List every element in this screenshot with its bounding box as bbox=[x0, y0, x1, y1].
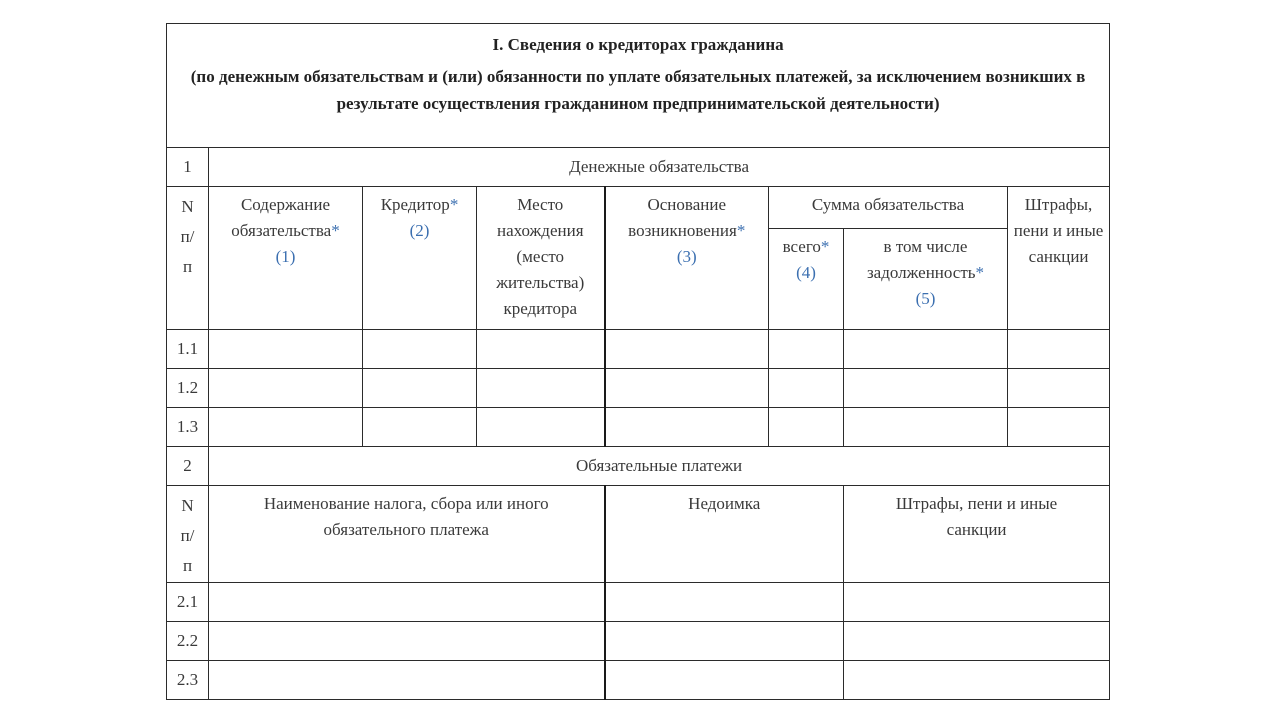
table-row bbox=[167, 661, 1110, 700]
table-row bbox=[167, 369, 1110, 408]
cell bbox=[605, 330, 769, 369]
cell bbox=[769, 369, 844, 408]
sum-header: Сумма обязательства bbox=[769, 187, 1008, 229]
cell bbox=[605, 583, 844, 622]
cell bbox=[844, 583, 1110, 622]
cell bbox=[605, 622, 844, 661]
section1-title: Денежные обязательства bbox=[209, 148, 1110, 187]
cell bbox=[844, 408, 1008, 447]
required-star: * bbox=[449, 195, 459, 214]
required-star: * bbox=[820, 237, 830, 256]
np-p1: п/ bbox=[180, 526, 195, 545]
form-subtitle: (по денежным обязательствам и (или) обязанности по уплате обязательных платежей, за исключением возникших в результате осуществления гражданином предпринимательской деятельности) bbox=[190, 67, 1086, 113]
total-ref: (4) bbox=[796, 263, 816, 282]
cell bbox=[209, 583, 605, 622]
payment-name-header: Наименование налога, сбора или иного обязательного платежа bbox=[209, 486, 605, 583]
cell bbox=[363, 408, 477, 447]
required-star: * bbox=[975, 263, 985, 282]
creditors-form bbox=[166, 23, 1109, 700]
row-number: 2.2 bbox=[167, 622, 209, 661]
arrears-header: Недоимка bbox=[605, 486, 844, 583]
total-header: всего* (4) bbox=[769, 229, 844, 330]
section2-title: Обязательные платежи bbox=[209, 447, 1110, 486]
cell bbox=[844, 369, 1008, 408]
content-header: Содержание обязательства* (1) bbox=[209, 187, 363, 330]
cell bbox=[1008, 330, 1110, 369]
cell bbox=[605, 661, 844, 700]
cell bbox=[363, 330, 477, 369]
fines-header: Штрафы, пени и иные санкции bbox=[1008, 187, 1110, 330]
form-header bbox=[167, 24, 1110, 148]
row-number: 1.2 bbox=[167, 369, 209, 408]
cell bbox=[605, 408, 769, 447]
section2-np-header bbox=[167, 486, 209, 583]
row-number: 1.1 bbox=[167, 330, 209, 369]
row-number: 2.1 bbox=[167, 583, 209, 622]
cell bbox=[477, 408, 605, 447]
cell bbox=[209, 330, 363, 369]
creditor-ref: (2) bbox=[409, 221, 430, 240]
np-n: N bbox=[181, 197, 194, 216]
creditor-header: Кредитор* (2) bbox=[363, 187, 477, 330]
section1-np-header bbox=[167, 187, 209, 330]
cell bbox=[209, 369, 363, 408]
row-number: 1.3 bbox=[167, 408, 209, 447]
cell bbox=[605, 369, 769, 408]
np-n: N bbox=[181, 496, 194, 515]
table-row bbox=[167, 330, 1110, 369]
section2-fines-header: Штрафы, пени и иные санкции bbox=[844, 486, 1110, 583]
table-row bbox=[167, 408, 1110, 447]
cell bbox=[209, 408, 363, 447]
cell bbox=[769, 330, 844, 369]
cell bbox=[209, 661, 605, 700]
np-p2: п bbox=[182, 556, 193, 575]
np-p1: п/ bbox=[180, 227, 195, 246]
cell bbox=[477, 369, 605, 408]
cell bbox=[1008, 408, 1110, 447]
content-ref: (1) bbox=[275, 247, 296, 266]
creditors-table bbox=[166, 23, 1110, 700]
required-star: * bbox=[331, 221, 340, 240]
cell bbox=[844, 661, 1110, 700]
table-row bbox=[167, 583, 1110, 622]
debt-header: в том числе задолженность* (5) bbox=[844, 229, 1008, 330]
section1-number: 1 bbox=[167, 148, 209, 187]
np-p2: п bbox=[182, 257, 193, 276]
cell bbox=[477, 330, 605, 369]
cell bbox=[209, 622, 605, 661]
location-header: Место нахождения (место жительства) кредитора bbox=[477, 187, 605, 330]
basis-ref: (3) bbox=[676, 247, 697, 266]
cell bbox=[1008, 369, 1110, 408]
cell bbox=[769, 408, 844, 447]
cell bbox=[363, 369, 477, 408]
debt-ref: (5) bbox=[915, 289, 936, 308]
section2-number: 2 bbox=[167, 447, 209, 486]
form-title: I. Сведения о кредиторах гражданина bbox=[492, 35, 784, 54]
required-star: * bbox=[736, 221, 746, 240]
row-number: 2.3 bbox=[167, 661, 209, 700]
cell bbox=[844, 330, 1008, 369]
cell bbox=[844, 622, 1110, 661]
basis-header: Основание возникновения* (3) bbox=[605, 187, 769, 330]
table-row bbox=[167, 622, 1110, 661]
